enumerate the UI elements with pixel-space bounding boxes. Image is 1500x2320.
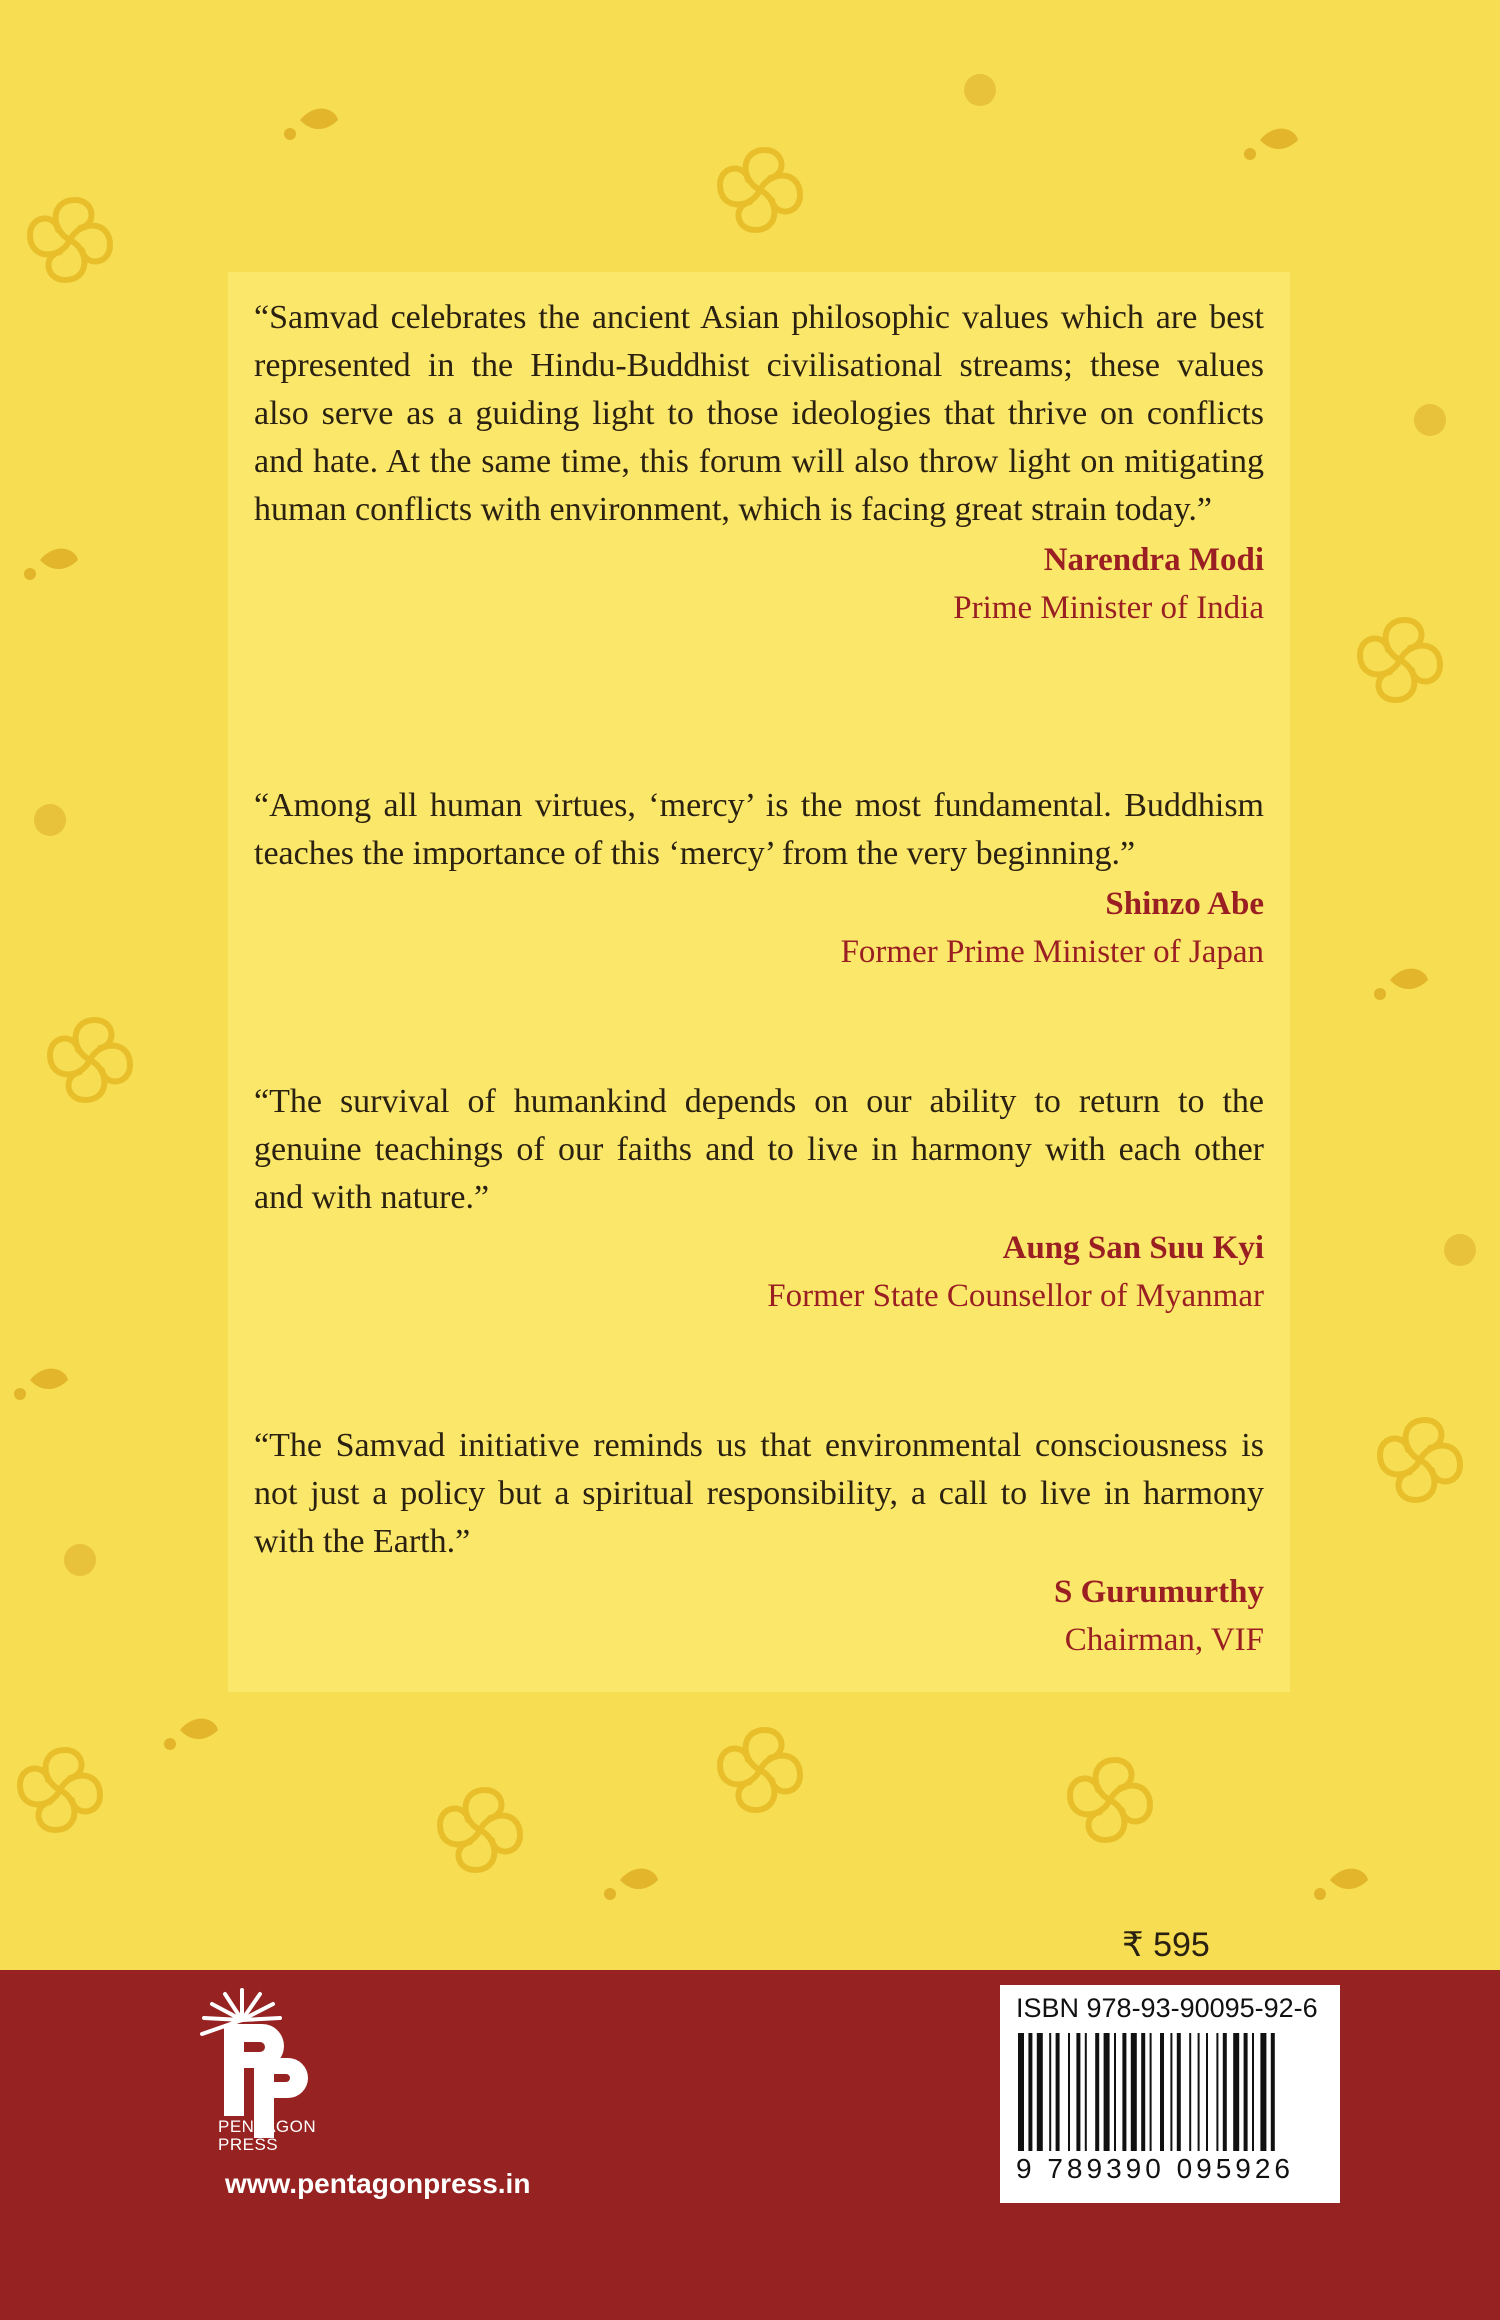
quote-author: Narendra Modi: [1043, 542, 1264, 578]
barcode-bar: [1244, 2033, 1248, 2151]
quote-block-suu-kyi: [254, 1078, 1264, 1320]
quote-text: “Among all human virtues, ‘mercy’ is the most fundamental. Buddhism teaches the importance of this ‘mercy’ from the very beginning.”: [254, 787, 1264, 872]
isbn-label: ISBN 978-93-90095-92-6: [1016, 1993, 1318, 2023]
barcode-bar: [1114, 2033, 1116, 2151]
barcode-bar: [1018, 2033, 1024, 2151]
quote-author-role: Chairman, VIF: [1064, 1622, 1264, 1658]
barcode-bar: [1085, 2033, 1087, 2151]
barcode-bar: [1068, 2033, 1070, 2151]
barcode-bar: [1028, 2033, 1032, 2151]
barcode-bar: [1141, 2033, 1145, 2151]
barcode-bar: [1037, 2033, 1043, 2151]
barcode-bar: [1252, 2033, 1254, 2151]
barcode-bar: [1271, 2033, 1275, 2151]
barcode-bar: [1104, 2033, 1110, 2151]
quote-author: Aung San Suu Kyi: [1002, 1230, 1264, 1266]
isbn-barcode-box: [1000, 1985, 1340, 2203]
barcode-bar: [1206, 2033, 1208, 2151]
barcode-bar: [1131, 2033, 1137, 2151]
barcode-bar: [1198, 2033, 1200, 2151]
quote-author: Shinzo Abe: [1105, 886, 1264, 922]
quote-author: S Gurumurthy: [1054, 1574, 1264, 1610]
quote-text: “The Samvad initiative reminds us that environmental consciousness is not just a policy but a spiritual responsibility, a call to live in harmony with the Earth.”: [254, 1427, 1264, 1560]
barcode-bar: [1049, 2033, 1051, 2151]
quote-block-modi: [254, 294, 1264, 632]
barcode-bar: [1095, 2033, 1099, 2151]
quote-author-role: Former State Counsellor of Myanmar: [767, 1278, 1264, 1314]
barcode-bar: [1189, 2033, 1191, 2151]
barcode-bar: [1260, 2033, 1266, 2151]
quote-author-role: Prime Minister of India: [953, 590, 1264, 626]
barcode-bar: [1160, 2033, 1164, 2151]
quote-block-abe: [254, 782, 1264, 976]
quote-author-role: Former Prime Minister of Japan: [840, 934, 1264, 970]
barcode-digits: 9 789390 095926: [1016, 2153, 1294, 2184]
price-label: ₹ 595: [1122, 1926, 1210, 1964]
quote-text: “Samvad celebrates the ancient Asian philosophic values which are best represented in the Hindu-Buddhist civilisational streams; these values also serve as a guiding light to those ideologies that thrive on conflicts and hate. At the same time, this forum will also throw light on mitigating human conflicts with environment, which is facing great strain today.”: [254, 299, 1264, 528]
publisher-name: PENTAGON PRESS: [218, 2117, 317, 2154]
quote-text: “The survival of humankind depends on our ability to return to the genuine teachings of our faiths and to live in harmony with each other and with nature.”: [254, 1083, 1264, 1216]
barcode-bar: [1056, 2033, 1060, 2151]
barcode-bar: [1150, 2033, 1152, 2151]
barcode-bar: [1223, 2033, 1227, 2151]
barcode-bar: [1177, 2033, 1181, 2151]
barcode-graphic: [1018, 2033, 1322, 2151]
quote-block-gurumurthy: [254, 1422, 1264, 1664]
barcode-bar: [1170, 2033, 1172, 2151]
barcode-bar: [1076, 2033, 1080, 2151]
barcode-bar: [1233, 2033, 1239, 2151]
barcode-bar: [1216, 2033, 1218, 2151]
publisher-website-link[interactable]: www.pentagonpress.in: [225, 2168, 531, 2199]
barcode-bar: [1122, 2033, 1126, 2151]
